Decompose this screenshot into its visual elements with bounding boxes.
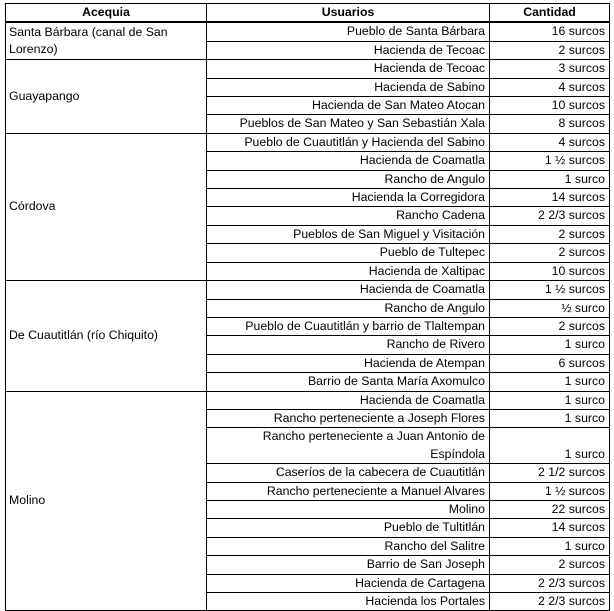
- usuario-cell: Hacienda de Tecoac: [207, 60, 490, 78]
- usuario-cell: Pueblo de Tultitlán: [207, 519, 490, 537]
- header-row: [6, 4, 610, 23]
- usuario-cell: Pueblo de Santa Bárbara: [207, 22, 490, 41]
- acequias-table: [5, 3, 610, 611]
- acequia-cell: Guayapango: [6, 60, 207, 134]
- cantidad-cell: 8 surcos: [490, 115, 610, 133]
- cantidad-cell: 1 surco: [490, 428, 610, 464]
- cantidad-cell: 1 surco: [490, 373, 610, 391]
- cantidad-cell: 1 surco: [490, 409, 610, 427]
- header-cantidad: Cantidad: [490, 4, 610, 23]
- table-row: [6, 133, 610, 151]
- usuario-cell: Pueblo de Cuautitlán y Hacienda del Sabino: [207, 133, 490, 151]
- cantidad-cell: 6 surcos: [490, 354, 610, 372]
- usuario-cell: Rancho perteneciente a Juan Antonio de Espíndola: [207, 428, 490, 464]
- table-row: [6, 22, 610, 41]
- cantidad-cell: 2 1/2 surcos: [490, 464, 610, 482]
- cantidad-cell: 1 surco: [490, 336, 610, 354]
- cantidad-cell: 4 surcos: [490, 78, 610, 96]
- cantidad-cell: 1 surco: [490, 170, 610, 188]
- acequia-cell: Córdova: [6, 133, 207, 280]
- usuario-cell: Hacienda de Atempan: [207, 354, 490, 372]
- cantidad-cell: 10 surcos: [490, 97, 610, 115]
- usuario-cell: Molino: [207, 500, 490, 518]
- cantidad-cell: 1 ½ surcos: [490, 281, 610, 299]
- usuario-cell: Hacienda los Portales: [207, 593, 490, 611]
- acequia-cell: Molino: [6, 391, 207, 611]
- usuario-cell: Pueblo de Tultepec: [207, 244, 490, 262]
- usuario-cell: Hacienda de Coamatla: [207, 152, 490, 170]
- cantidad-cell: 2 surcos: [490, 225, 610, 243]
- cantidad-cell: 4 surcos: [490, 133, 610, 151]
- usuario-cell: Rancho de Rivero: [207, 336, 490, 354]
- usuario-cell: Barrio de San Joseph: [207, 556, 490, 574]
- usuario-cell: Hacienda de San Mateo Atocan: [207, 97, 490, 115]
- usuario-cell: Rancho del Salitre: [207, 537, 490, 555]
- usuario-cell: Caseríos de la cabecera de Cuautitlán: [207, 464, 490, 482]
- usuario-cell: Rancho perteneciente a Manuel Alvares: [207, 482, 490, 500]
- cantidad-cell: 1 surco: [490, 391, 610, 409]
- cantidad-cell: 22 surcos: [490, 500, 610, 518]
- cantidad-cell: 14 surcos: [490, 189, 610, 207]
- cantidad-cell: 2 2/3 surcos: [490, 207, 610, 225]
- usuario-cell: Hacienda de Sabino: [207, 78, 490, 96]
- cantidad-cell: 2 2/3 surcos: [490, 574, 610, 592]
- usuario-cell: Hacienda de Cartagena: [207, 574, 490, 592]
- table-body: [6, 22, 610, 611]
- usuario-cell: Pueblos de San Miguel y Visitación: [207, 225, 490, 243]
- usuario-cell: Hacienda la Corregidora: [207, 189, 490, 207]
- header-acequia: Acequia: [6, 4, 207, 23]
- usuario-cell: Pueblos de San Mateo y San Sebastián Xala: [207, 115, 490, 133]
- cantidad-cell: 2 2/3 surcos: [490, 593, 610, 611]
- table-header: [6, 4, 610, 23]
- usuario-cell: Hacienda de Xaltipac: [207, 262, 490, 280]
- table-row: [6, 391, 610, 409]
- table-row: [6, 281, 610, 299]
- usuario-cell: Barrio de Santa María Axomulco: [207, 373, 490, 391]
- cantidad-cell: 3 surcos: [490, 60, 610, 78]
- cantidad-cell: 2 surcos: [490, 41, 610, 59]
- cantidad-cell: 2 surcos: [490, 244, 610, 262]
- cantidad-cell: 2 surcos: [490, 556, 610, 574]
- usuario-cell: Pueblo de Cuautitlán y barrio de Tlaltempan: [207, 317, 490, 335]
- usuario-cell: Hacienda de Coamatla: [207, 281, 490, 299]
- usuario-cell: Rancho de Angulo: [207, 299, 490, 317]
- acequia-cell: De Cuautitlán (río Chiquito): [6, 281, 207, 391]
- cantidad-cell: 1 ½ surcos: [490, 152, 610, 170]
- table-row: [6, 60, 610, 78]
- usuario-cell: Rancho de Angulo: [207, 170, 490, 188]
- cantidad-cell: 1 surco: [490, 537, 610, 555]
- cantidad-cell: 2 surcos: [490, 317, 610, 335]
- usuario-cell: Rancho perteneciente a Joseph Flores: [207, 409, 490, 427]
- usuario-cell: Hacienda de Coamatla: [207, 391, 490, 409]
- cantidad-cell: 14 surcos: [490, 519, 610, 537]
- cantidad-cell: 10 surcos: [490, 262, 610, 280]
- acequia-cell: Santa Bárbara (canal de San Lorenzo): [6, 22, 207, 59]
- cantidad-cell: ½ surco: [490, 299, 610, 317]
- cantidad-cell: 16 surcos: [490, 22, 610, 41]
- usuario-cell: Rancho Cadena: [207, 207, 490, 225]
- cantidad-cell: 1 ½ surcos: [490, 482, 610, 500]
- header-usuarios: Usuarios: [207, 4, 490, 23]
- usuario-cell: Hacienda de Tecoac: [207, 41, 490, 59]
